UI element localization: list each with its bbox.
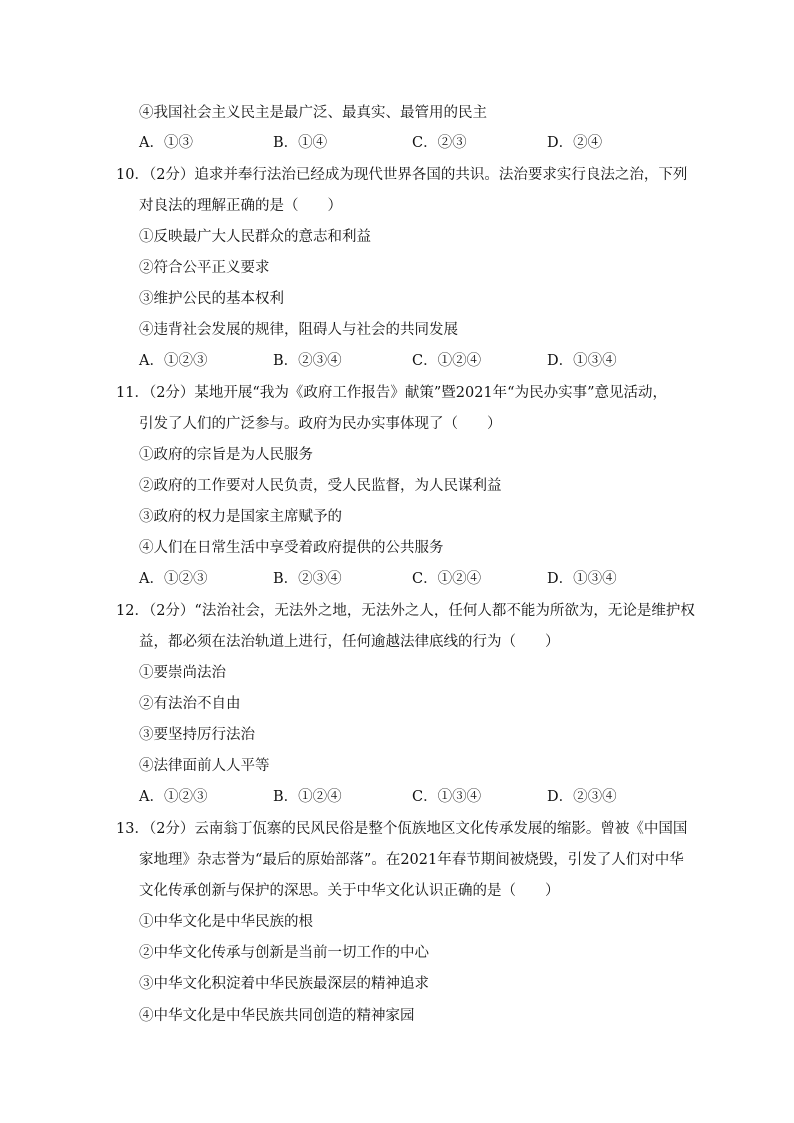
q10-choice-d[interactable]: D．①③④ <box>547 353 617 369</box>
q13-stem-line-3: 文化传承创新与保护的深思。关于中华文化认识正确的是（ ） <box>139 883 560 899</box>
q11-choice-d[interactable]: D．①③④ <box>547 571 617 587</box>
q12-choice-d[interactable]: D．②③④ <box>547 789 617 805</box>
q10-choice-b[interactable]: B．②③④ <box>273 353 342 369</box>
q10-stem-line-1: 10．（2分）追求并奉行法治已经成为现代世界各国的共识。法治要求实行良法之治，下列 <box>116 167 688 183</box>
q11-choice-a[interactable]: A．①②③ <box>139 571 208 587</box>
q11-option-1: ①政府的宗旨是为人民服务 <box>139 447 313 463</box>
q11-choice-b[interactable]: B．②③④ <box>273 571 342 587</box>
q11-choice-c[interactable]: C．①②④ <box>412 571 482 587</box>
q11-choices <box>139 569 699 589</box>
q13-option-2: ②中华文化传承与创新是当前一切工作的中心 <box>139 945 429 961</box>
q10-choices <box>139 351 699 371</box>
q12-choices <box>139 787 699 807</box>
q10-option-3: ③维护公民的基本权利 <box>139 291 284 307</box>
q13-stem-line-1: 13．（2分）云南翁丁佤寨的民风民俗是整个佤族地区文化传承发展的缩影。曾被《中国国 <box>116 821 688 837</box>
q10-choice-c[interactable]: C．①②④ <box>412 353 482 369</box>
q10-option-1: ①反映最广大人民群众的意志和利益 <box>139 229 371 245</box>
q13-option-1: ①中华文化是中华民族的根 <box>139 914 313 930</box>
q9-choice-d[interactable]: D．②④ <box>547 135 603 151</box>
q9-option-4: ④我国社会主义民主是最广泛、最真实、最管用的民主 <box>139 105 487 121</box>
q11-stem-line-1: 11．（2分）某地开展“我为《政府工作报告》献策”暨2021年“为民办实事”意见活动， <box>116 385 667 401</box>
q9-choice-c[interactable]: C．②③ <box>412 135 467 151</box>
q9-choices <box>139 133 699 153</box>
q12-stem-line-1: 12．（2分）“法治社会，无法外之地，无法外之人，任何人都不能为所欲为，无论是维护权 <box>116 603 695 619</box>
q11-option-2: ②政府的工作要对人民负责，受人民监督，为人民谋利益 <box>139 478 502 494</box>
q13-stem-line-2: 家地理》杂志誉为“最后的原始部落”。在2021年春节期间被烧毁，引发了人们对中华 <box>139 852 684 868</box>
q12-option-2: ②有法治不自由 <box>139 696 241 712</box>
q11-option-3: ③政府的权力是国家主席赋予的 <box>139 509 342 525</box>
q10-choice-a[interactable]: A．①②③ <box>139 353 208 369</box>
q10-option-2: ②符合公平正义要求 <box>139 260 270 276</box>
q11-stem-line-2: 引发了人们的广泛参与。政府为民办实事体现了（ ） <box>139 416 502 432</box>
q9-choice-a[interactable]: A．①③ <box>139 135 193 151</box>
q12-option-1: ①要崇尚法治 <box>139 665 226 681</box>
q10-option-4: ④违背社会发展的规律，阻碍人与社会的共同发展 <box>139 322 458 338</box>
q12-choice-b[interactable]: B．①②④ <box>273 789 342 805</box>
q10-stem-line-2: 对良法的理解正确的是（ ） <box>139 198 342 214</box>
q12-option-3: ③要坚持厉行法治 <box>139 727 255 743</box>
q11-option-4: ④人们在日常生活中享受着政府提供的公共服务 <box>139 540 444 556</box>
q12-stem-line-2: 益，都必须在法治轨道上进行，任何逾越法律底线的行为（ ） <box>139 634 560 650</box>
q13-option-4: ④中华文化是中华民族共同创造的精神家园 <box>139 1008 415 1024</box>
q12-choice-c[interactable]: C．①③④ <box>412 789 482 805</box>
q9-choice-b[interactable]: B．①④ <box>273 135 328 151</box>
q12-choice-a[interactable]: A．①②③ <box>139 789 208 805</box>
q12-option-4: ④法律面前人人平等 <box>139 758 270 774</box>
q13-option-3: ③中华文化积淀着中华民族最深层的精神追求 <box>139 976 429 992</box>
